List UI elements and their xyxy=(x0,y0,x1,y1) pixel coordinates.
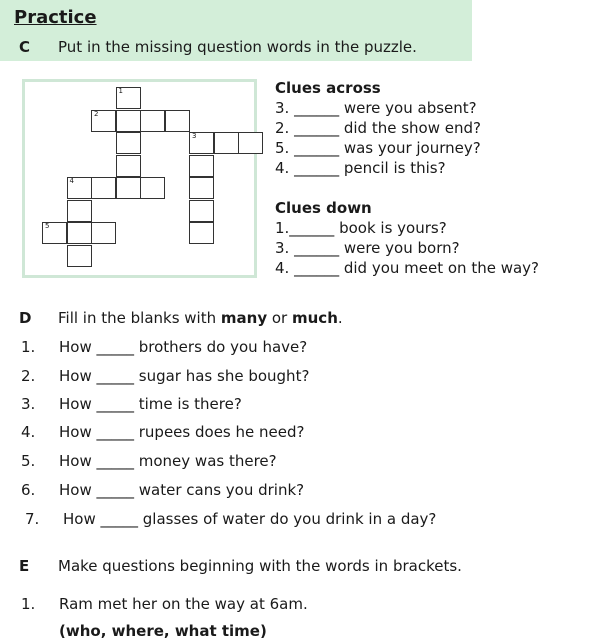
item-text: How _____ water cans you drink? xyxy=(59,481,305,499)
crossword-cell xyxy=(67,222,92,244)
crossword-cell xyxy=(140,177,165,199)
section-c-letter: C xyxy=(19,38,31,56)
crossword-number: 1 xyxy=(118,87,123,95)
clue-down: 1.______ book is yours? xyxy=(275,219,447,237)
item-text: How _____ rupees does he need? xyxy=(59,423,305,441)
crossword-cell xyxy=(214,132,239,154)
section-e-instruction: Make questions beginning with the words in brackets. xyxy=(58,557,462,575)
crossword-cell xyxy=(91,110,116,132)
crossword-cell xyxy=(140,110,165,132)
crossword-cell xyxy=(91,222,116,244)
section-c-instruction: Put in the missing question words in the puzzle. xyxy=(58,38,417,56)
crossword-cell xyxy=(238,132,263,154)
item-number: 4. xyxy=(21,423,36,441)
item-text: How _____ time is there? xyxy=(59,395,242,413)
crossword-puzzle xyxy=(22,79,257,278)
item-number: 5. xyxy=(21,452,36,470)
item-number: 2. xyxy=(21,367,36,385)
crossword-cell xyxy=(165,110,190,132)
crossword-number: 2 xyxy=(94,109,99,118)
crossword-cell xyxy=(67,177,92,199)
item-number: 6. xyxy=(21,481,36,499)
instruction-text: or xyxy=(267,309,292,327)
crossword-number: 5 xyxy=(45,222,50,230)
crossword-number: 4 xyxy=(69,177,74,185)
bracket-hint-cutoff: (who, where, what time) xyxy=(59,622,267,640)
crossword-cell xyxy=(189,200,214,222)
crossword-cell xyxy=(189,132,214,154)
clue-across: 3. ______ were you absent? xyxy=(275,99,477,117)
crossword-number: 3 xyxy=(192,132,197,140)
item-number: 3. xyxy=(21,395,36,413)
crossword-cell xyxy=(116,87,141,109)
item-number: 1. xyxy=(21,338,36,356)
item-text: How _____ brothers do you have? xyxy=(59,338,308,356)
item-number: 1. xyxy=(21,595,36,613)
keyword-much: much xyxy=(292,309,338,327)
crossword-cell xyxy=(116,132,141,154)
crossword-cell xyxy=(116,110,141,132)
section-d-letter: D xyxy=(19,309,32,327)
item-text: How _____ glasses of water do you drink in a day? xyxy=(63,510,437,528)
keyword-many: many xyxy=(220,309,268,327)
page-title: Practice xyxy=(14,7,97,28)
clue-across: 5. ______ was your journey? xyxy=(275,139,481,157)
crossword-cell xyxy=(116,177,141,199)
crossword-cell xyxy=(67,245,92,267)
item-text: How _____ sugar has she bought? xyxy=(59,367,310,385)
section-d-instruction xyxy=(58,309,343,327)
crossword-cell xyxy=(189,177,214,199)
crossword-cell xyxy=(91,177,116,199)
clue-across: 2. ______ did the show end? xyxy=(275,119,481,137)
section-e-letter: E xyxy=(19,557,30,575)
instruction-text: . xyxy=(337,309,343,327)
clue-across: 4. ______ pencil is this? xyxy=(275,159,446,177)
clues-down-heading: Clues down xyxy=(275,199,372,217)
crossword-cell xyxy=(42,222,67,244)
crossword-cell xyxy=(189,155,214,177)
crossword-cell xyxy=(67,200,92,222)
item-text: How _____ money was there? xyxy=(59,452,277,470)
clue-down: 3. ______ were you born? xyxy=(275,239,460,257)
crossword-cell xyxy=(189,222,214,244)
clues-across-heading: Clues across xyxy=(275,79,381,97)
item-text: Ram met her on the way at 6am. xyxy=(59,595,308,613)
instruction-text: Fill in the blanks with xyxy=(58,309,221,327)
clue-down: 4. ______ did you meet on the way? xyxy=(275,259,540,277)
item-number: 7. xyxy=(25,510,40,528)
crossword-cell xyxy=(116,155,141,177)
